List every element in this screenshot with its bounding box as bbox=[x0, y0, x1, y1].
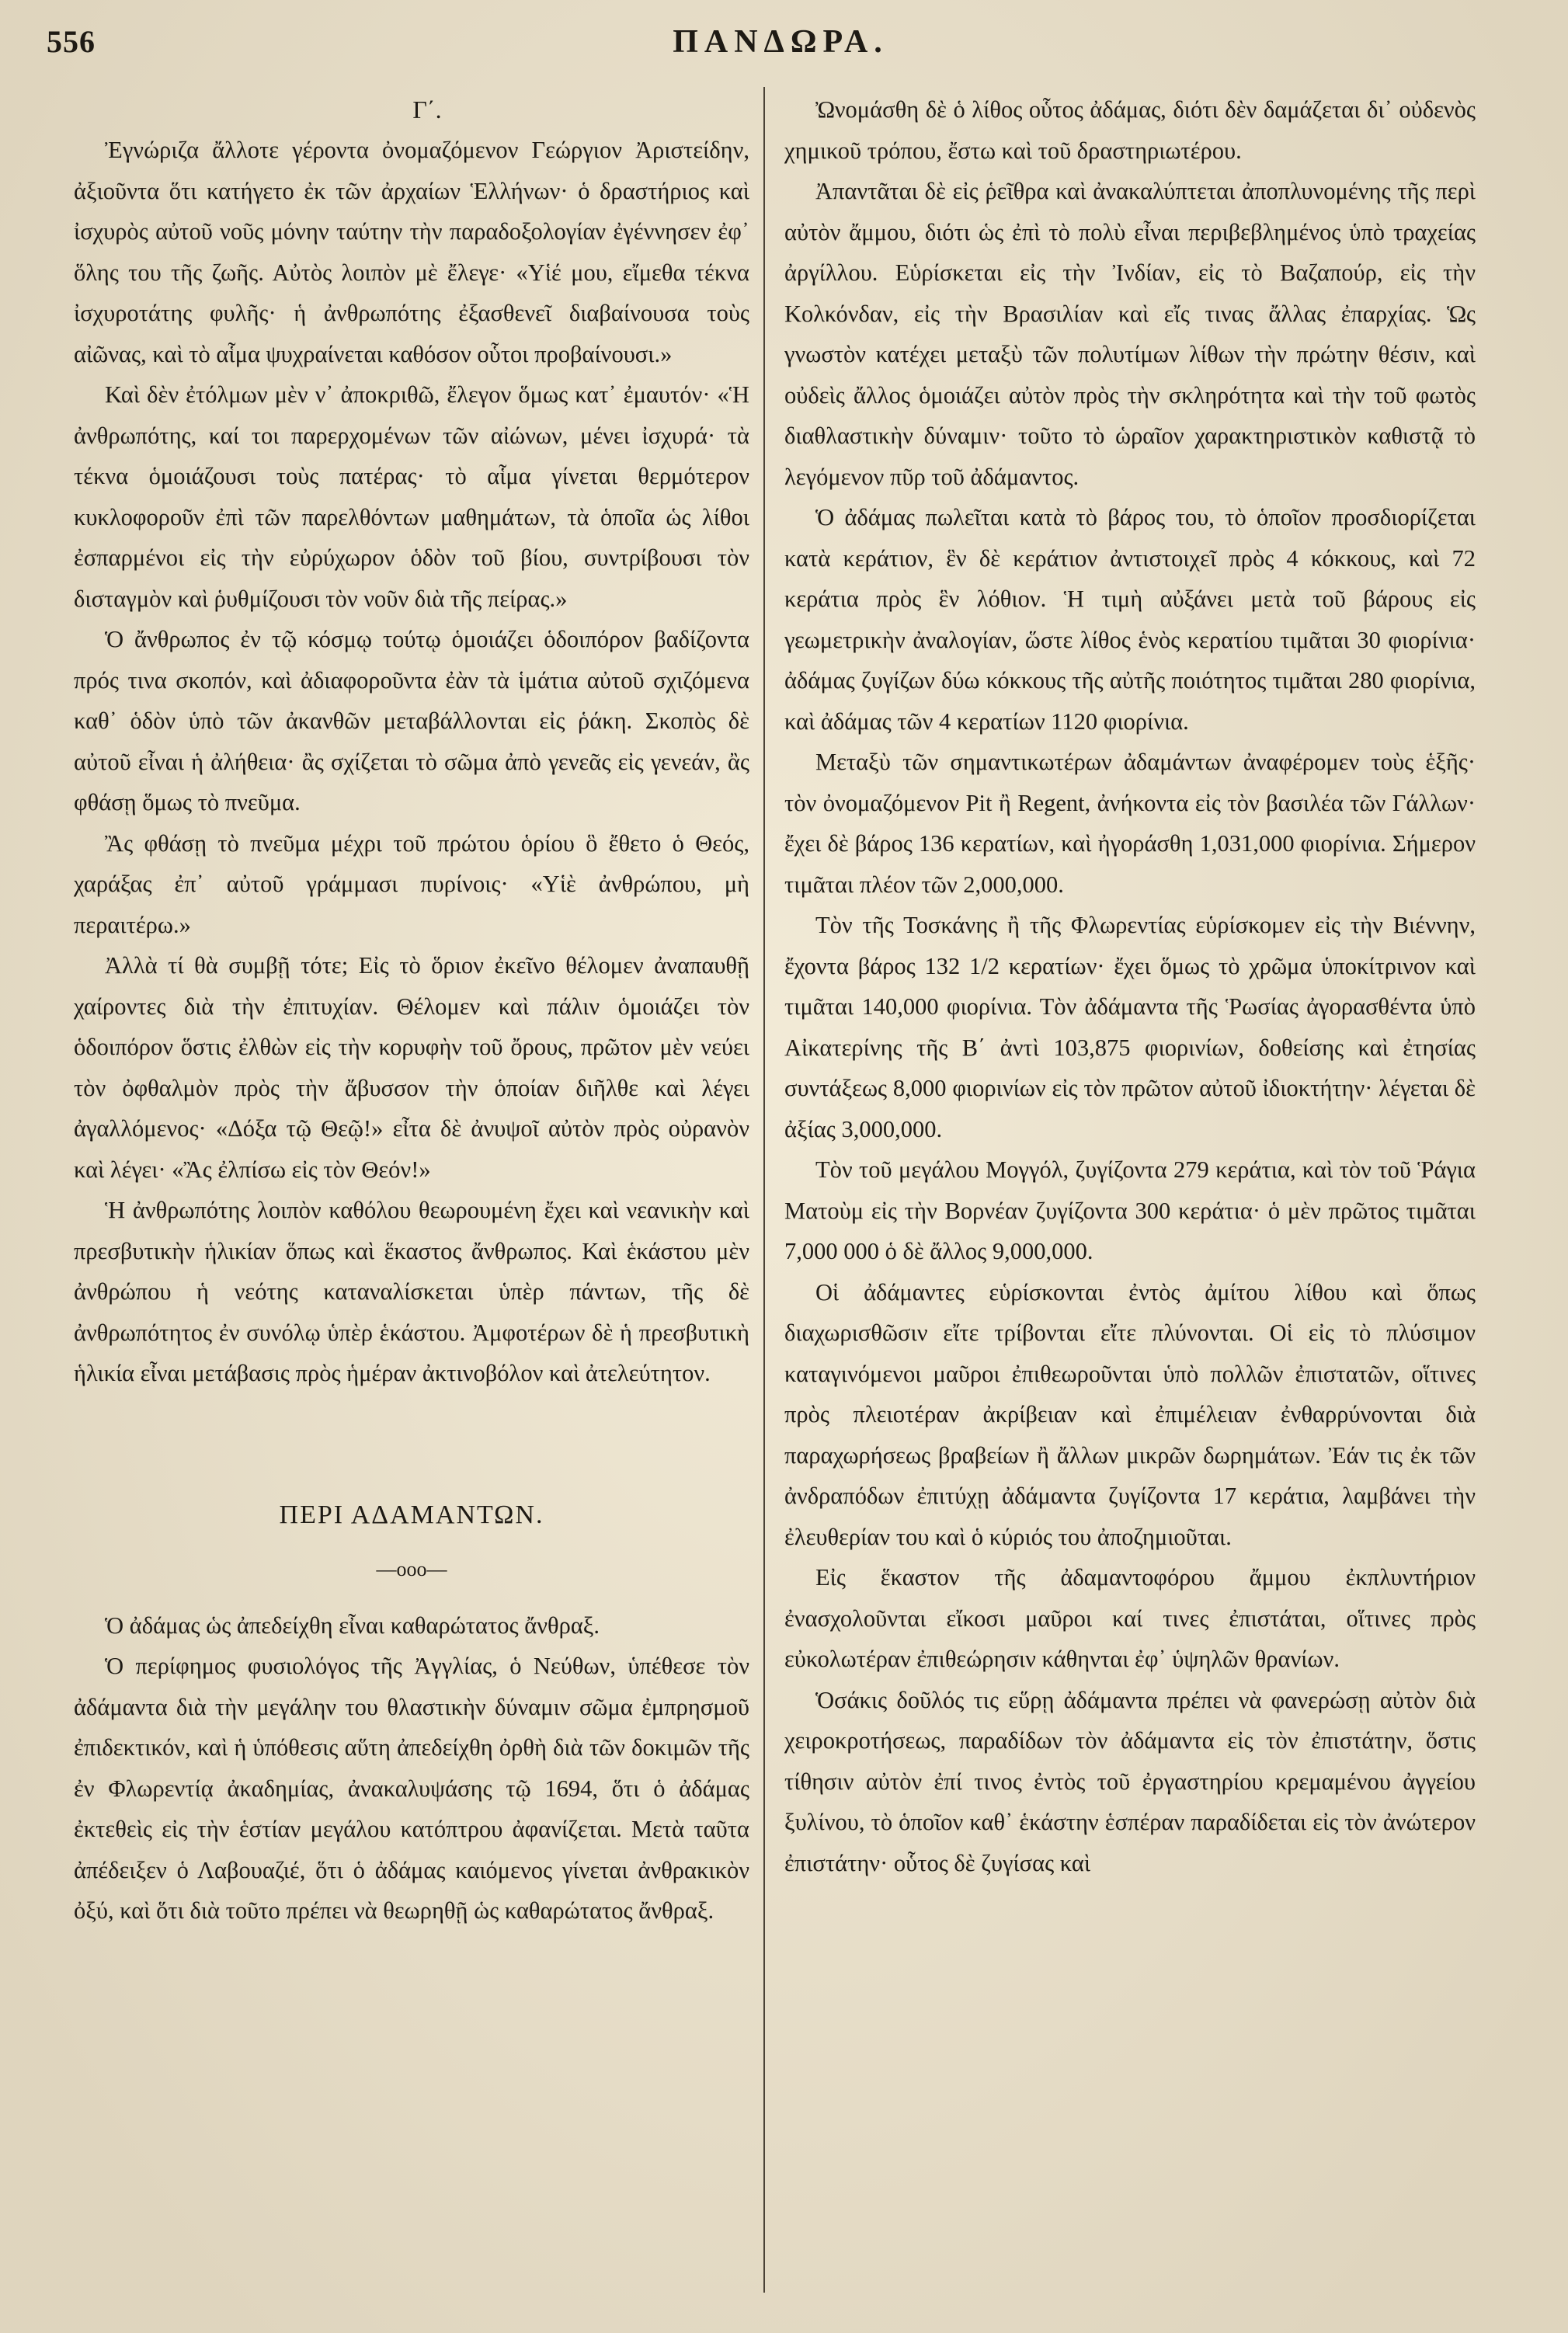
paragraph: Εἰς ἕκαστον τῆς ἀδαμαντοφόρου ἄμμου ἐκπλυντήριον ἐνασχολοῦνται εἴκοσι μαῦροι καί τινες ἐπιστάται, οἵτινες πρὸς εὐκολωτέραν ἐπιθεώρησιν κάθηνται ἐφ᾽ ὑψηλῶν θρανίων. bbox=[784, 1564, 1476, 1672]
paragraph: Καὶ δὲν ἐτόλμων μὲν ν᾽ ἀποκριθῶ, ἔλεγον ὅμως κατ᾽ ἐμαυτόν· «Ἡ ἀνθρωπότης, καί τοι παρερχομένων τῶν αἰώνων, μένει ἰσχυρά· τὰ τέκνα ὁμοιάζουσι τοὺς πατέρας· τὸ αἷμα γίνεται θερμότερον κυκλοφοροῦν ἐπὶ τῶν παρελθόντων μαθημάτων, τὰ ὁποῖα ὡς λίθοι ἐσπαρμένοι εἰς τὴν εὐρύχωρον ὁδὸν τοῦ βίου, συντρίβουσι τὸν δισταγμὸν καὶ ῥυθμίζουσι τὸν νοῦν διὰ τῆς πείρας.» bbox=[74, 381, 749, 612]
paragraph: Ἐγνώριζα ἄλλοτε γέροντα ὀνομαζόμενον Γεώργιον Ἀριστείδην, ἀξιοῦντα ὅτι κατήγετο ἐκ τῶν ἀρχαίων Ἑλλήνων· ὁ δραστήριος καὶ ἰσχυρὸς αὐτοῦ νοῦς μόνην ταύτην τὴν παραδοξολογίαν ἐγέννησεν ἐφ᾽ ὅλης του τῆς ζωῆς. Αὐτὸς λοιπὸν μὲ ἔλεγε· «Υἱέ μου, εἴμεθα τέκνα ἰσχυροτάτης φυλῆς· ἡ ἀνθρωπότης ἐξασθενεῖ διαβαίνουσα τοὺς αἰῶνας, καὶ τὸ αἷμα ψυχραίνεται καθόσον οὗτοι προβαίνουσι.» bbox=[74, 137, 749, 367]
paragraph: Ὁ ἀδάμας πωλεῖται κατὰ τὸ βάρος του, τὸ ὁποῖον προσδιορίζεται κατὰ κεράτιον, ἓν δὲ κεράτιον ἀντιστοιχεῖ πρὸς 4 κόκκους, καὶ 72 κεράτια πρὸς ἓν λόθιον. Ἡ τιμὴ αὐξάνει μετὰ τοῦ βάρους εἰς γεωμετρικὴν ἀναλογίαν, ὥστε λίθος ἑνὸς κερατίου τιμᾶται 30 φιορίνια· ἀδάμας ζυγίζων δύω κόκκους τῆς αὐτῆς ποιότητος τιμᾶται 280 φιορίνια, καὶ ἀδάμας τῶν 4 κερατίων 1120 φιορίνια. bbox=[784, 504, 1476, 735]
paragraph: Ὁ περίφημος φυσιολόγος τῆς Ἀγγλίας, ὁ Νεύθων, ὑπέθεσε τὸν ἀδάμαντα διὰ τὴν μεγάλην του θλαστικὴν δύναμιν σῶμα ἐμπρησμοῦ ἐπιδεκτικόν, καὶ ἡ ὑπόθεσις αὕτη ἀπεδείχθη ὀρθὴ διὰ τῶν δοκιμῶν τῆς ἐν Φλωρεντίᾳ ἀκαδημίας, ἀνακαλυψάσης τῷ 1694, ὅτι ὁ ἀδάμας ἐκτεθεὶς εἰς τὴν ἑστίαν μεγάλου κατόπτρου ἀφανίζεται. Μετὰ ταῦτα ἀπέδειξεν ὁ Λαβουαζιέ, ὅτι ὁ ἀδάμας καιόμενος γίνεται ἀνθρακικὸν ὀξύ, καὶ ὅτι διὰ τοῦτο πρέπει νὰ θεωρηθῇ ὡς καθαρώτατος ἄνθραξ. bbox=[74, 1653, 749, 1924]
article-heading: ΠΕΡΙ ΑΔΑΜΑΝΤΩΝ. bbox=[279, 1500, 544, 1529]
paragraph: Τὸν τοῦ μεγάλου Μογγόλ, ζυγίζοντα 279 κεράτια, καὶ τὸν τοῦ Ῥάγια Ματοὺμ εἰς τὴν Βορνέαν ζυγίζοντα 300 κεράτια· ὁ μὲν πρῶτος τιμᾶται 7,000 000 ὁ δὲ ἄλλος 9,000,000. bbox=[784, 1156, 1476, 1264]
paragraph: Ὁσάκις δοῦλός τις εὕρῃ ἀδάμαντα πρέπει νὰ φανερώσῃ αὐτὸν διὰ χειροκροτήσεως, παραδίδων τὸν ἀδάμαντα εἰς τὸν ἐπιστάτην, ὅστις τίθησιν αὐτὸν ἐπί τινος ἐντὸς τοῦ ἐργαστηρίου κρεμαμένου ἀγγείου ξυλίνου, τὸ ὁποῖον καθ᾽ ἑκάστην ἑσπέραν παραδίδεται εἰς τὸν ἀνώτερον ἐπιστάτην· οὗτος δὲ ζυγίσας καὶ bbox=[784, 1686, 1476, 1876]
paragraph: Ὠνομάσθη δὲ ὁ λίθος οὗτος ἀδάμας, διότι δὲν δαμάζεται δι᾽ οὐδενὸς χημικοῦ τρόπου, ἔστω καὶ τοῦ δραστηριωτέρου. bbox=[784, 96, 1476, 164]
paragraph: Ἀπαντᾶται δὲ εἰς ῥεῖθρα καὶ ἀνακαλύπτεται ἀποπλυνομένης τῆς περὶ αὐτὸν ἄμμου, διότι ὡς ἐπὶ τὸ πολὺ εἶναι περιβεβλημένος ὑπὸ τραχείας ἀργίλλου. Εὑρίσκεται εἰς τὴν Ἰνδίαν, εἰς τὸ Βαζαπούρ, εἰς τὴν Κολκόνδαν, εἰς τὴν Βρασιλίαν καὶ εἴς τινας ἄλλας ἐπαρχίας. Ὡς γνωστὸν κατέχει μεταξὺ τῶν πολυτίμων λίθων τὴν πρώτην θέσιν, καὶ οὐδεὶς ἄλλος ὁμοιάζει αὐτὸν πρὸς τὴν σκληρότητα καὶ τὴν τοῦ φωτὸς διαθλαστικὴν δύναμιν· τοῦτο τὸ ὡραῖον χαρακτηριστικὸν καθιστᾷ τὸ λεγόμενον πῦρ τοῦ ἀδάμαντος. bbox=[784, 178, 1476, 490]
paragraph: Τὸν τῆς Τοσκάνης ἢ τῆς Φλωρεντίας εὑρίσκομεν εἰς τὴν Βιέννην, ἔχοντα βάρος 132 1/2 κερατίων· ἔχει ὅμως τὸ χρῶμα ὑποκίτρινον καὶ τιμᾶται 140,000 φιορίνια. Τὸν ἀδάμαντα τῆς Ῥωσίας ἀγορασθέντα ὑπὸ Αἰκατερίνης τῆς Β΄ ἀντὶ 103,875 φιορινίων, δοθείσης καὶ ἐτησίας συντάξεως 8,000 φιορινίων εἰς τὸν πρῶτον αὐτοῦ ἰδιοκτήτην· λέγεται δὲ ἀξίας 3,000,000. bbox=[784, 912, 1476, 1142]
paragraph: Οἱ ἀδάμαντες εὑρίσκονται ἐντὸς ἀμίτου λίθου καὶ ὅπως διαχωρισθῶσιν εἴτε τρίβονται εἴτε πλύνονται. Οἱ εἰς τὸ πλύσιμον καταγινόμενοι μαῦροι ἐπιθεωροῦνται ὑπὸ πολλῶν ἐπιστατῶν, οἵτινες πρὸς πλειοτέραν ἀκρίβειαν καὶ ἐπιμέλειαν ἐνθαρρύνονται διὰ παραχωρήσεως βραβείων ἢ ἄλλων μικρῶν δωρημάτων. Ἐάν τις ἐκ τῶν ἀνδραπόδων ἐπιτύχῃ ἀδάμαντα ζυγίζοντα 17 κεράτια, λαμβάνει τὴν ἐλευθερίαν του καὶ ὁ κύριός του ἀποζημιοῦται. bbox=[784, 1278, 1476, 1550]
paragraph: Ἂς φθάσῃ τὸ πνεῦμα μέχρι τοῦ πρώτου ὁρίου ὃ ἔθετο ὁ Θεός, χαράξας ἐπ᾽ αὐτοῦ γράμμασι πυρίνοις· «Υἱὲ ἀνθρώπου, μὴ περαιτέρω.» bbox=[74, 829, 749, 938]
left-column bbox=[74, 89, 749, 1931]
paragraph: Ἀλλὰ τί θὰ συμβῇ τότε; Εἰς τὸ ὅριον ἐκεῖνο θέλομεν ἀναπαυθῇ χαίροντες διὰ τὴν ἐπιτυχίαν. Θέλομεν καὶ πάλιν ὁμοιάζει τὸν ὁδοιπόρον ὅστις ἐλθὼν εἰς τὴν κορυφὴν τοῦ ὄρους, πρῶτον μὲν νεύει τὸν ὀφθαλμὸν πρὸς τὴν ἄβυσσον τὴν ὁποίαν διῆλθε καὶ λέγει ἀγαλλόμενος· «Δόξα τῷ Θεῷ!» εἶτα δὲ ἀνυψοῖ αὐτὸν πρὸς οὐρανὸν καὶ λέγει· «Ἂς ἐλπίσω εἰς τὸν Θεόν!» bbox=[74, 952, 749, 1183]
paragraph: Μεταξὺ τῶν σημαντικωτέρων ἀδαμάντων ἀναφέρομεν τοὺς ἑξῆς· τὸν ὀνομαζόμενον Pit ἢ Regent, ἀνήκοντα εἰς τὸν βασιλέα τῶν Γάλλων· ἔχει δὲ βάρος 136 κερατίων, καὶ ἠγοράσθη 1,031,000 φιορίνια. Σήμερον τιμᾶται πλέον τῶν 2,000,000. bbox=[784, 749, 1476, 898]
paragraph: Ὁ ἀδάμας ὡς ἀπεδείχθη εἶναι καθαρώτατος ἄνθραξ. bbox=[105, 1612, 600, 1639]
ornament: —ooo— bbox=[376, 1557, 447, 1580]
page-header bbox=[47, 23, 1514, 70]
page-number: 556 bbox=[47, 24, 96, 59]
running-title: ΠΑΝΔΩΡΑ. bbox=[673, 24, 888, 60]
right-column bbox=[784, 89, 1476, 1883]
paragraph: Ἡ ἀνθρωπότης λοιπὸν καθόλου θεωρουμένη ἔχει καὶ νεανικὴν καὶ πρεσβυτικὴν ἡλικίαν ὅπως καὶ ἕκαστος ἄνθρωπος. Καὶ ἑκάστου μὲν ἀνθρώπου ἡ νεότης καταναλίσκεται ὑπὲρ πάντων, τῆς δὲ ἀνθρωπότητος ἐν συνόλῳ ὑπὲρ ἑκάστου. Ἀμφοτέρων δὲ ἡ πρεσβυτικὴ ἡλικία εἶναι μετάβασις πρὸς ἡμέραν ἀκτινοβόλον καὶ ἀτελεύτητον. bbox=[74, 1197, 749, 1386]
column-divider bbox=[763, 87, 765, 2293]
paragraph: Ὁ ἄνθρωπος ἐν τῷ κόσμῳ τούτῳ ὁμοιάζει ὁδοιπόρον βαδίζοντα πρός τινα σκοπόν, καὶ ἀδιαφοροῦντα ἐὰν τὰ ἱμάτια αὐτοῦ σχιζόμενα καθ᾽ ὁδὸν ὑπὸ τῶν ἀκανθῶν μεταβάλλονται εἰς ῥάκη. Σκοπὸς δὲ αὐτοῦ εἶναι ἡ ἀλήθεια· ἂς σχίζεται τὸ σῶμα ἀπὸ γενεᾶς εἰς γενεάν, ἂς φθάσῃ ὅμως τὸ πνεῦμα. bbox=[74, 626, 749, 815]
section-letter: Γ΄. bbox=[412, 96, 442, 123]
